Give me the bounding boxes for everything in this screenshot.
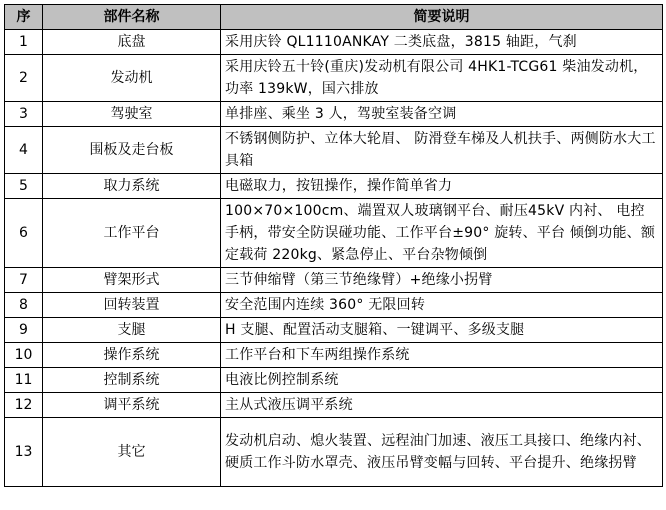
row-number: 12	[5, 393, 43, 418]
part-name: 驾驶室	[43, 102, 221, 127]
row-number: 7	[5, 268, 43, 293]
row-number: 4	[5, 127, 43, 174]
part-description: 安全范围内连续 360° 无限回转	[221, 293, 663, 318]
row-number: 3	[5, 102, 43, 127]
table-header	[5, 5, 663, 30]
table-row	[5, 343, 663, 368]
part-name: 其它	[43, 418, 221, 487]
row-number: 10	[5, 343, 43, 368]
part-description: 三节伸缩臂（第三节绝缘臂）+绝缘小拐臂	[221, 268, 663, 293]
table-row	[5, 293, 663, 318]
row-number: 5	[5, 174, 43, 199]
row-number: 9	[5, 318, 43, 343]
part-description: H 支腿、配置活动支腿箱、一键调平、多级支腿	[221, 318, 663, 343]
part-name: 操作系统	[43, 343, 221, 368]
table-row	[5, 102, 663, 127]
table-row	[5, 268, 663, 293]
row-number: 11	[5, 368, 43, 393]
row-number: 6	[5, 199, 43, 268]
part-description: 不锈钢侧防护、立体大轮眉、 防滑登车梯及人机扶手、两侧防水大工具箱	[221, 127, 663, 174]
spec-table	[4, 4, 663, 487]
table-row	[5, 418, 663, 487]
part-description: 电磁取力，按钮操作，操作简单省力	[221, 174, 663, 199]
table-row	[5, 393, 663, 418]
part-name: 取力系统	[43, 174, 221, 199]
table-row	[5, 174, 663, 199]
table-row	[5, 199, 663, 268]
table-row	[5, 127, 663, 174]
row-number: 13	[5, 418, 43, 487]
table-body	[5, 30, 663, 487]
header-name: 部件名称	[43, 5, 221, 30]
row-number: 1	[5, 30, 43, 55]
part-name: 控制系统	[43, 368, 221, 393]
part-description: 采用庆铃五十铃(重庆)发动机有限公司 4HK1-TCG61 柴油发动机，功率 139kW，国六排放	[221, 55, 663, 102]
part-description: 工作平台和下车两组操作系统	[221, 343, 663, 368]
part-name: 支腿	[43, 318, 221, 343]
part-name: 调平系统	[43, 393, 221, 418]
table-row	[5, 55, 663, 102]
part-description: 主从式液压调平系统	[221, 393, 663, 418]
part-name: 工作平台	[43, 199, 221, 268]
part-description: 单排座、乘坐 3 人，驾驶室装备空调	[221, 102, 663, 127]
header-no: 序	[5, 5, 43, 30]
table-row	[5, 30, 663, 55]
part-description: 100×70×100cm、端置双人玻璃钢平台、耐压45kV 内衬、 电控手柄，带安全防误碰功能、工作平台±90° 旋转、平台 倾倒功能、额定载荷 220kg、紧急停止、平台杂物倾倒	[221, 199, 663, 268]
part-name: 臂架形式	[43, 268, 221, 293]
part-name: 回转装置	[43, 293, 221, 318]
part-name: 发动机	[43, 55, 221, 102]
table-row	[5, 318, 663, 343]
header-desc: 简要说明	[221, 5, 663, 30]
part-name: 底盘	[43, 30, 221, 55]
row-number: 2	[5, 55, 43, 102]
row-number: 8	[5, 293, 43, 318]
part-description: 采用庆铃 QL1110ANKAY 二类底盘，3815 轴距，气刹	[221, 30, 663, 55]
part-description: 电液比例控制系统	[221, 368, 663, 393]
table-row	[5, 368, 663, 393]
part-description: 发动机启动、熄火装置、远程油门加速、液压工具接口、绝缘内衬、硬质工作斗防水罩壳、液压吊臂变幅与回转、平台提升、绝缘拐臂	[221, 418, 663, 487]
part-name: 围板及走台板	[43, 127, 221, 174]
